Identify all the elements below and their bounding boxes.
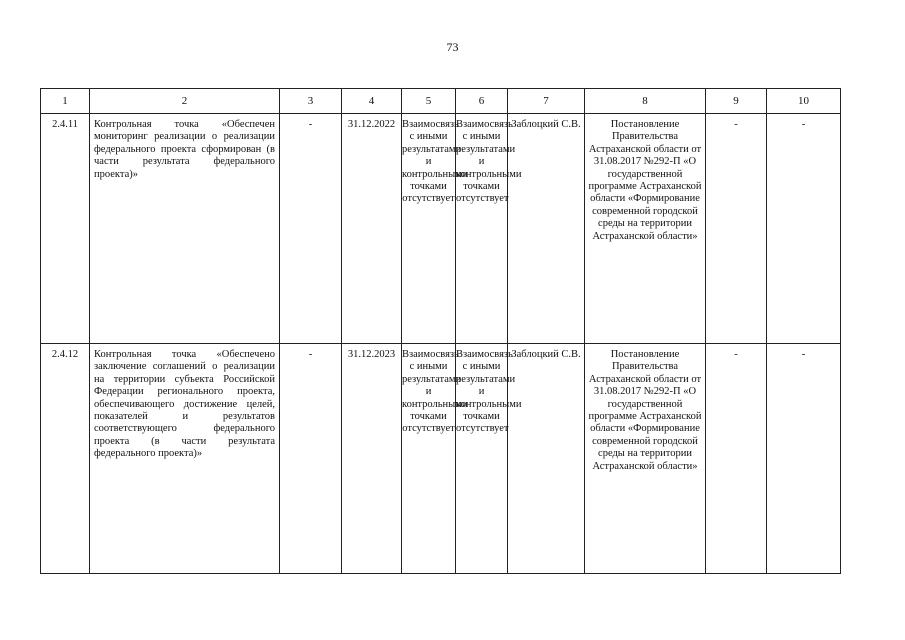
header-cell-1: 1 <box>41 89 90 114</box>
row-number: 2.4.11 <box>41 114 90 344</box>
header-cell-4: 4 <box>342 89 402 114</box>
header-cell-9: 9 <box>706 89 767 114</box>
legal-document: Постановление Правительства Астраханской области от 31.08.2017 №292-П «О государственной программе Астраханской области «Формирование современной городской среды на территории Астраханской области» <box>585 114 706 344</box>
relation-cell-5: Взаимосвязь с иными результатами и контрольными точками отсутствует <box>402 344 456 574</box>
relation-cell-6: Взаимосвязь с иными результатами и контрольными точками отсутствует <box>456 344 508 574</box>
cell-col9: - <box>706 114 767 344</box>
row-number: 2.4.12 <box>41 344 90 574</box>
due-date: 31.12.2023 <box>342 344 402 574</box>
responsible-person: Заблоцкий С.В. <box>508 114 585 344</box>
due-date: 31.12.2022 <box>342 114 402 344</box>
cell-col3: - <box>280 114 342 344</box>
header-cell-10: 10 <box>767 89 841 114</box>
cell-col10: - <box>767 114 841 344</box>
control-points-table <box>40 88 841 574</box>
header-cell-5: 5 <box>402 89 456 114</box>
cell-col9: - <box>706 344 767 574</box>
control-point-name: Контрольная точка «Обеспечен мониторинг реализации о реализации федерального проекта сформирован (в части результата федерального проекта)» <box>90 114 280 344</box>
relation-cell-6: Взаимосвязь с иными результатами и контрольными точками отсутствует <box>456 114 508 344</box>
control-point-name: Контрольная точка «Обеспечено заключение соглашений о реализации на территории субъекта Российской Федерации регионального проекта, обеспечивающего достижение целей, показателей и результатов соответствующего федерального проекта (в части результата федерального проекта)» <box>90 344 280 574</box>
header-cell-8: 8 <box>585 89 706 114</box>
header-cell-6: 6 <box>456 89 508 114</box>
header-cell-3: 3 <box>280 89 342 114</box>
relation-cell-5: Взаимосвязь с иными результатами и контрольными точками отсутствует <box>402 114 456 344</box>
header-cell-7: 7 <box>508 89 585 114</box>
table-row <box>41 114 841 344</box>
table-row <box>41 344 841 574</box>
cell-col10: - <box>767 344 841 574</box>
cell-col3: - <box>280 344 342 574</box>
page-number: 73 <box>446 40 459 54</box>
responsible-person: Заблоцкий С.В. <box>508 344 585 574</box>
table-header-row <box>41 89 841 114</box>
header-cell-2: 2 <box>90 89 280 114</box>
legal-document: Постановление Правительства Астраханской области от 31.08.2017 №292-П «О государственной программе Астраханской области «Формирование современной городской среды на территории Астраханской области» <box>585 344 706 574</box>
